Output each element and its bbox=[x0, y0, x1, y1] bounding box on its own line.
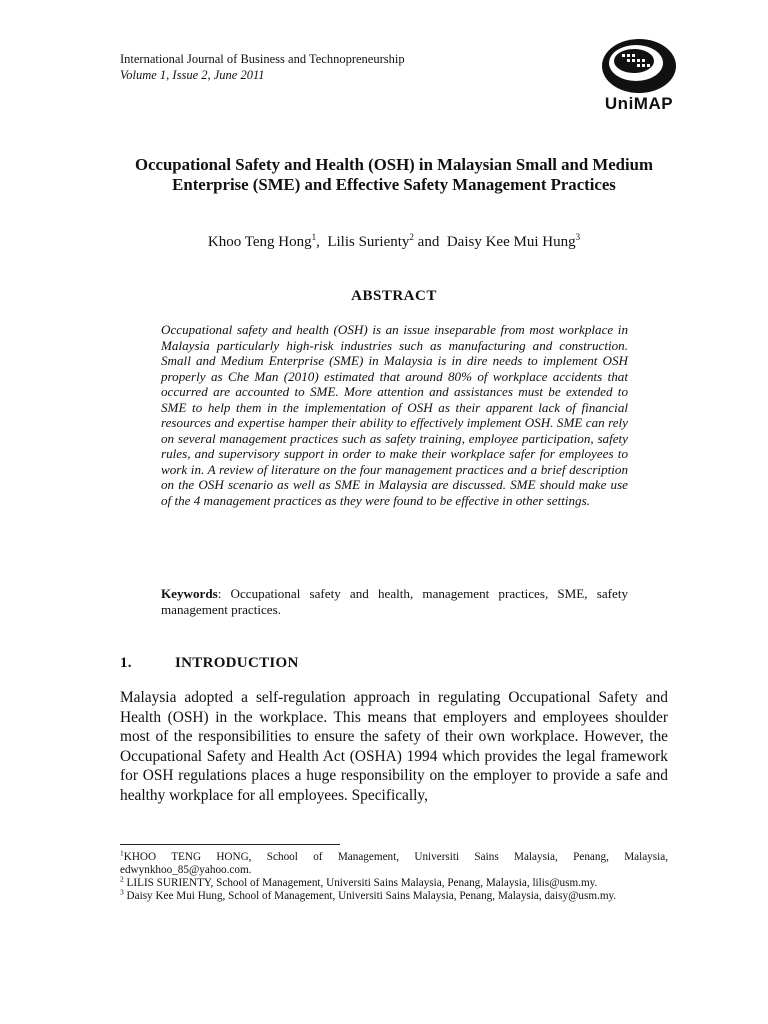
author-name: Lilis Surienty bbox=[327, 234, 410, 250]
author-mark: 1 bbox=[311, 232, 317, 242]
author-separator: , bbox=[316, 234, 328, 250]
logo-wordmark: UniMAP bbox=[604, 94, 674, 113]
unimap-logo-icon bbox=[600, 36, 678, 96]
keywords-text: : Occupational safety and health, management practices, SME, safety management practices. bbox=[161, 586, 628, 617]
footnote-mark: 1 bbox=[120, 848, 124, 858]
abstract-body: Occupational safety and health (OSH) is an issue inseparable from most workplace in Malaysia particularly high-risk industries such as manufacturing and construction. Small and Medium Enterprise (SME) in Malaysia is in dire needs to implement OSH properly as Che Man (2010) estimated that around 80% of workplace accidents that occurred are accounted to SME. More attention and assistances must be extended to SME to help them in the implementation of OSH as their apparent lack of financial resources and expertise hamper their ability to effectively implement OSH. SME can rely on several management practices such as safety training, employee participation, safety rules, and supervisory support in order to make their workplace safer for employees to work in. A review of literature on the four management practices and a brief description on the OSH scenario as well as SME in Malaysia are discussed. SME should make use of the 4 management practices as they were found to be effective in other settings. bbox=[161, 322, 628, 508]
footnote bbox=[120, 887, 668, 903]
paper-title: Occupational Safety and Health (OSH) in Malaysian Small and Medium Enterprise (SME) and Effective Safety Management Practices bbox=[135, 155, 653, 194]
journal-issue: Volume 1, Issue 2, June 2011 bbox=[120, 68, 265, 82]
footnote-mark: 2 bbox=[120, 874, 124, 884]
footnote-mark: 3 bbox=[120, 887, 124, 897]
journal-name: International Journal of Business and Technopreneurship bbox=[120, 52, 405, 66]
abstract-heading: ABSTRACT bbox=[351, 288, 437, 304]
author-name: Daisy Kee Mui Hung bbox=[446, 234, 576, 250]
footnote bbox=[120, 848, 668, 877]
author-mark: 2 bbox=[409, 232, 414, 242]
section-number: 1. bbox=[120, 655, 132, 671]
author-separator: and bbox=[413, 234, 447, 250]
journal-header bbox=[120, 51, 405, 83]
section-heading bbox=[120, 655, 668, 672]
footnote-text: LILIS SURIENTY, School of Management, Universiti Sains Malaysia, Penang, Malaysia, lilis@usm.my. bbox=[123, 877, 598, 889]
unimap-logo bbox=[600, 36, 678, 118]
footnote-divider bbox=[120, 844, 340, 845]
author-mark: 3 bbox=[575, 232, 581, 242]
footnote bbox=[120, 874, 668, 890]
author-line bbox=[120, 233, 668, 251]
keywords-label: Keywords bbox=[161, 586, 218, 601]
footnotes bbox=[120, 848, 668, 903]
footnote-text: Daisy Kee Mui Hung, School of Management, Universiti Sains Malaysia, Penang, Malaysia, daisy@usm.my. bbox=[123, 890, 617, 902]
section-title: INTRODUCTION bbox=[175, 655, 299, 671]
keywords bbox=[161, 586, 628, 618]
intro-paragraph: Malaysia adopted a self-regulation approach in regulating Occupational Safety and Health (OSH) in the workplace. This means that employers and employees shoulder most of the responsibilities to ensure the safety of their own workplace. However, the Occupational Safety and Health Act (OSHA) 1994 which provides the legal framework for OSH regulations places a huge responsibility on the employer to provide a safe and healthy workplace for all employees. Specifically, bbox=[120, 689, 668, 804]
author-name: Khoo Teng Hong bbox=[207, 234, 312, 250]
footnote-text: KHOO TENG HONG, School of Management, Universiti Sains Malaysia, Penang, Malaysia, edwynkhoo_85@yahoo.com. bbox=[120, 851, 668, 876]
